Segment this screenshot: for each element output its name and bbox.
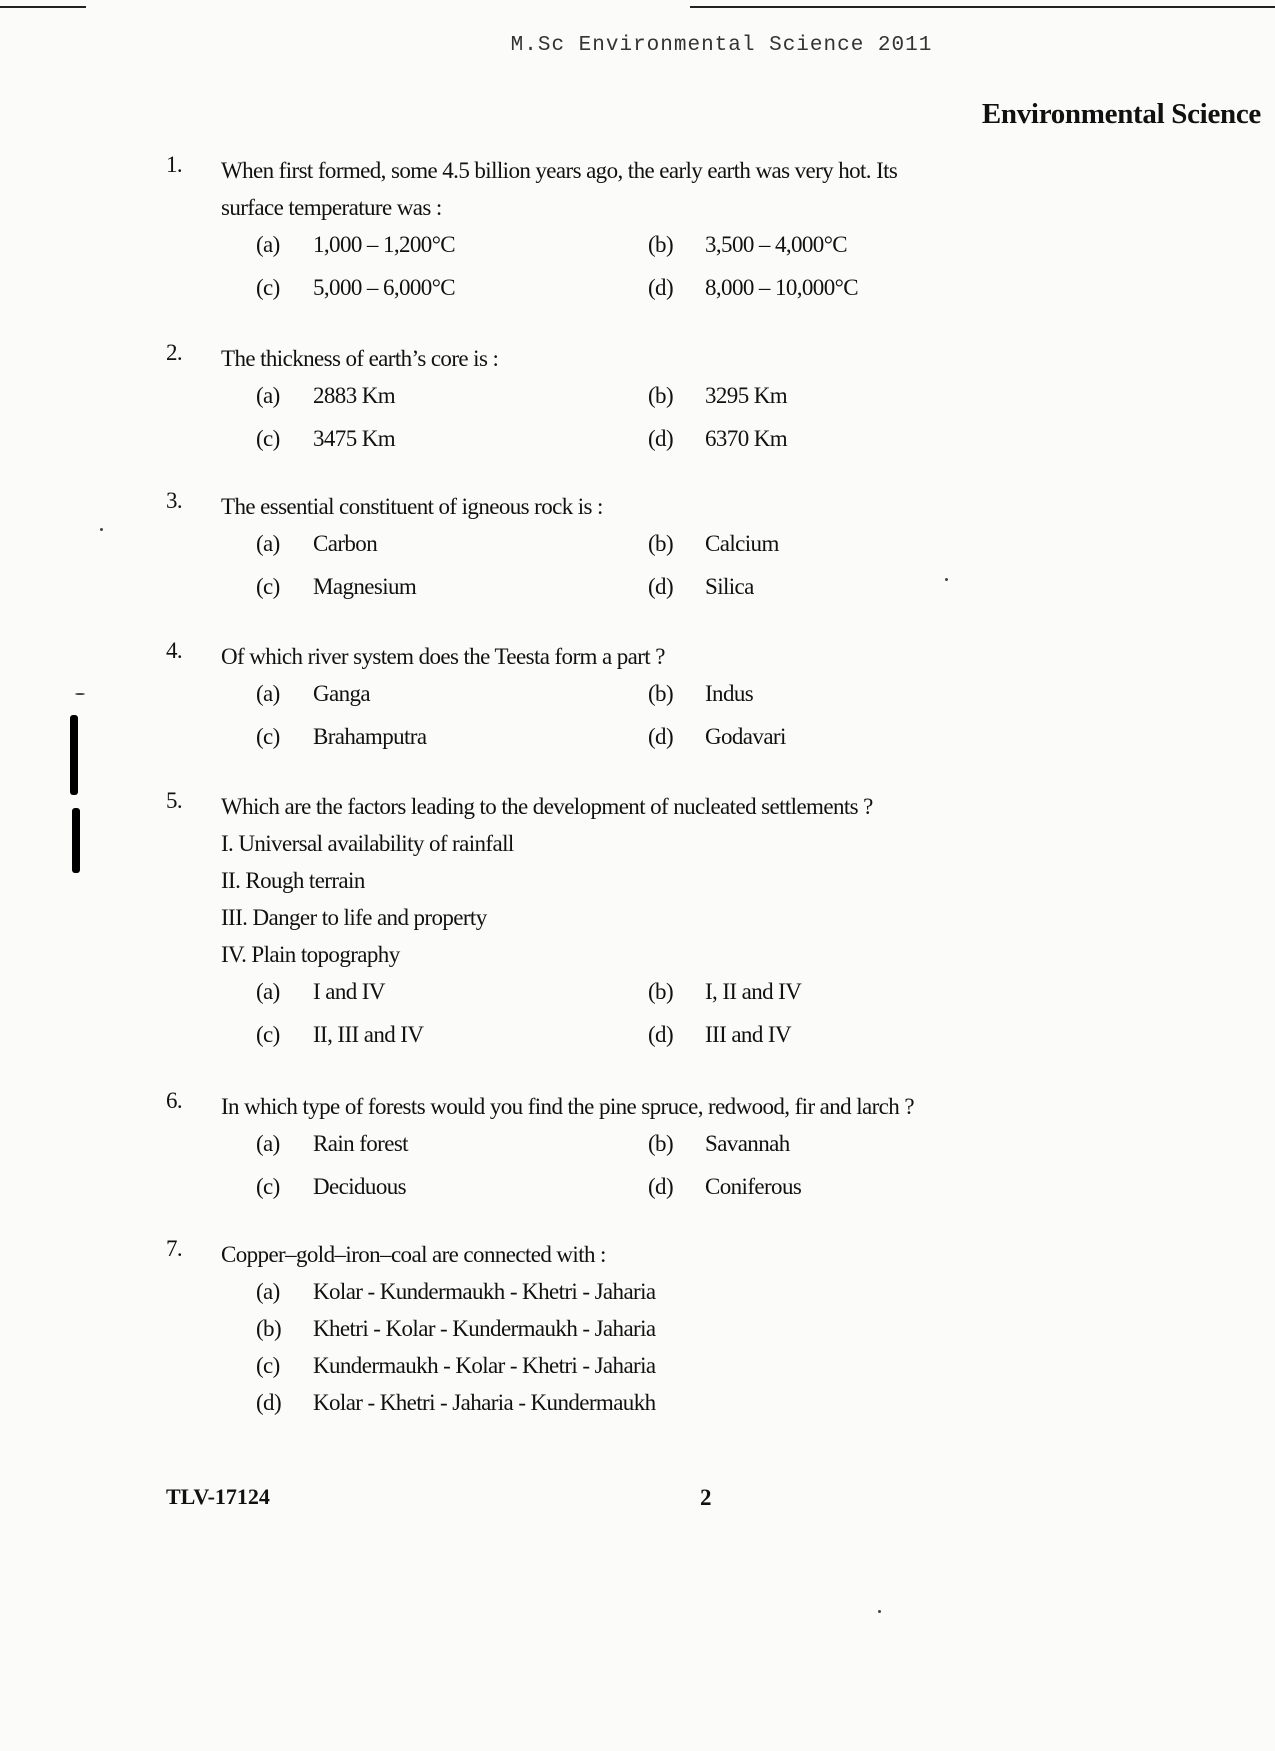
options-grid [256,525,1210,611]
running-head: M.Sc Environmental Science 2011 [510,34,933,57]
statement-i: I. Universal availability of rainfall [221,831,514,856]
option-text: Calcium [705,531,779,556]
option-label: (d) [648,1174,674,1199]
question-number: 1. [166,152,183,177]
option-a [256,1273,1210,1310]
page-number: 2 [700,1485,712,1510]
option-label: (b) [648,383,674,408]
option-c [256,568,648,605]
option-c [256,269,648,306]
option-text: Brahamputra [313,724,427,749]
options-list [256,1273,1210,1421]
option-label: (a) [256,232,280,257]
statement-iv: IV. Plain topography [221,942,400,967]
option-a [256,675,648,712]
option-text: 5,000 – 6,000°C [313,275,456,300]
option-text: 8,000 – 10,000°C [705,275,858,300]
option-b [648,226,948,263]
option-text: Kolar - Kundermaukh - Khetri - Jaharia [313,1279,656,1304]
statement-iii: III. Danger to life and property [221,905,487,930]
margin-mark-1 [70,715,78,795]
option-label: (d) [648,724,674,749]
subject-title: Environmental Science [981,98,1261,130]
option-label: (c) [256,574,280,599]
option-c [256,1168,648,1205]
question-text: When first formed, some 4.5 billion years ago, the early earth was very hot. Its [221,158,898,183]
option-text: III and IV [705,1022,791,1047]
option-d [648,1016,948,1053]
option-text: Carbon [313,531,378,556]
option-b [648,1125,948,1162]
option-a [256,1125,648,1162]
option-label: (c) [256,1174,280,1199]
option-text: 3,500 – 4,000°C [705,232,848,257]
margin-mark-2 [72,808,80,873]
scan-speck [75,693,85,695]
question-1 [160,152,1210,312]
option-d [648,718,948,755]
option-text: Ganga [313,681,371,706]
option-text: Deciduous [313,1174,406,1199]
option-text: Indus [705,681,754,706]
question-text: The thickness of earth’s core is : [221,346,499,371]
option-c [256,1016,648,1053]
option-label: (d) [648,426,674,451]
option-label: (c) [256,724,280,749]
question-text: Copper–gold–iron–coal are connected with : [221,1242,606,1267]
options-grid [256,226,1210,312]
scan-speck [878,1610,881,1613]
option-label: (b) [648,232,674,257]
option-text: 1,000 – 1,200°C [313,232,456,257]
option-text: Coniferous [705,1174,802,1199]
option-d [648,420,948,457]
question-text: Of which river system does the Teesta form a part ? [221,644,665,669]
top-right-rule [690,6,1275,8]
option-d [648,568,948,605]
statement-ii: II. Rough terrain [221,868,365,893]
options-grid [256,377,1210,463]
option-c [256,718,648,755]
question-number: 3. [166,488,183,513]
question-number: 5. [166,788,183,813]
option-text: I and IV [313,979,385,1004]
option-label: (d) [648,574,674,599]
option-text: 2883 Km [313,383,396,408]
option-label: (a) [256,383,280,408]
option-text: Godavari [705,724,786,749]
question-5 [160,788,1210,1059]
option-label: (a) [256,681,280,706]
option-text: Rain forest [313,1131,408,1156]
option-text: Khetri - Kolar - Kundermaukh - Jaharia [313,1316,656,1341]
question-4 [160,638,1210,761]
question-text: surface temperature was : [221,195,442,220]
option-text: Kolar - Khetri - Jaharia - Kundermaukh [313,1390,656,1415]
option-label: (d) [256,1390,282,1415]
options-grid [256,973,1210,1059]
option-label: (b) [648,681,674,706]
option-label: (c) [256,275,280,300]
option-label: (b) [648,979,674,1004]
scan-speck [100,528,103,531]
option-label: (d) [648,1022,674,1047]
option-label: (c) [256,1353,280,1378]
option-label: (a) [256,1131,280,1156]
option-d [256,1384,1210,1421]
option-text: 3295 Km [705,383,788,408]
option-label: (c) [256,426,280,451]
option-label: (b) [648,1131,674,1156]
option-label: (d) [648,275,674,300]
option-label: (a) [256,1279,280,1304]
option-c [256,420,648,457]
option-d [648,1168,948,1205]
option-label: (b) [256,1316,282,1341]
question-text: Which are the factors leading to the development of nucleated settlements ? [221,794,873,819]
option-text: 3475 Km [313,426,396,451]
question-3 [160,488,1210,611]
option-text: Magnesium [313,574,417,599]
option-text: Savannah [705,1131,790,1156]
option-text: II, III and IV [313,1022,424,1047]
option-a [256,377,648,414]
option-label: (a) [256,979,280,1004]
option-text: Silica [705,574,754,599]
question-7 [160,1236,1210,1421]
option-a [256,226,648,263]
question-number: 7. [166,1236,183,1261]
paper-code: TLV-17124 [166,1484,270,1509]
option-text: Kundermaukh - Kolar - Khetri - Jaharia [313,1353,656,1378]
options-grid [256,675,1210,761]
option-text: 6370 Km [705,426,788,451]
option-c [256,1347,1210,1384]
question-text: The essential constituent of igneous rock is : [221,494,603,519]
option-b [648,377,948,414]
question-number: 4. [166,638,183,663]
question-text: In which type of forests would you find the pine spruce, redwood, fir and larch ? [221,1094,914,1119]
question-6 [160,1088,1210,1211]
question-2 [160,340,1210,463]
option-label: (b) [648,531,674,556]
option-b [648,675,948,712]
top-left-rule [0,6,86,8]
option-text: I, II and IV [705,979,802,1004]
option-b [256,1310,1210,1347]
option-d [648,269,948,306]
option-a [256,525,648,562]
option-a [256,973,648,1010]
option-b [648,525,948,562]
question-number: 2. [166,340,183,365]
option-label: (a) [256,531,280,556]
option-b [648,973,948,1010]
option-label: (c) [256,1022,280,1047]
options-grid [256,1125,1210,1211]
question-number: 6. [166,1088,183,1113]
